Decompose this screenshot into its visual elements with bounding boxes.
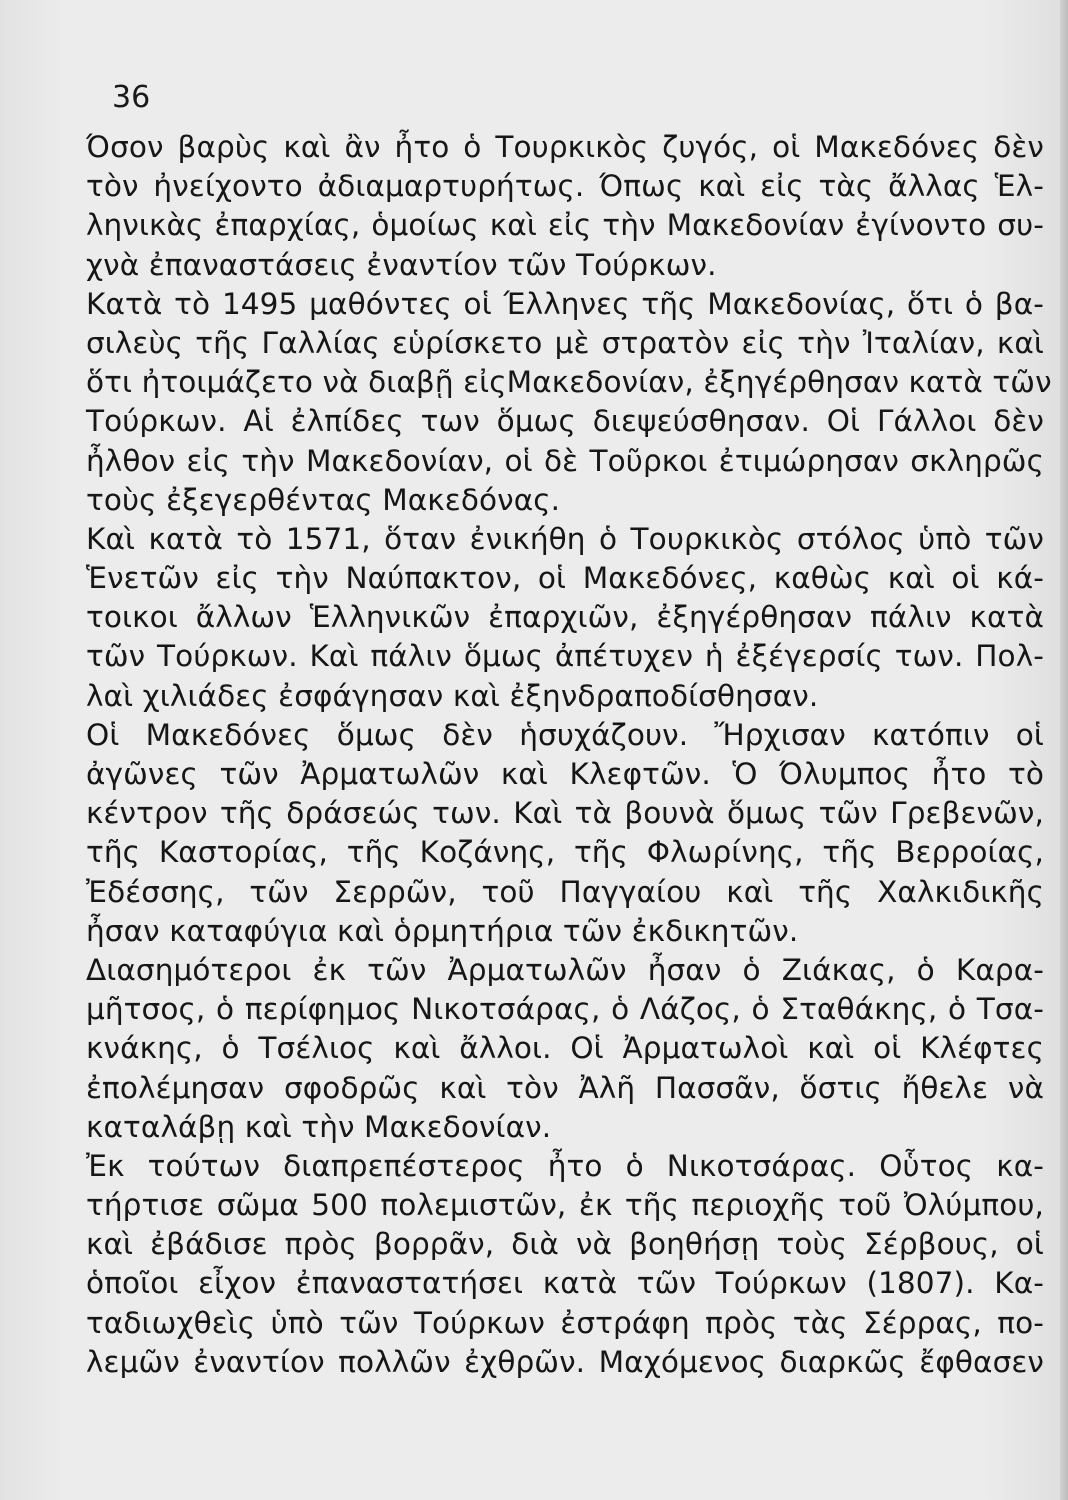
text-line: κέντρον τῆς δράσεώς των. Καὶ τὰ βουνὰ ὅμως τῶν Γρεβενῶν, — [86, 796, 1044, 831]
text-line: καταλάβῃ καὶ τὴν Μακεδονίαν. — [86, 1109, 552, 1144]
text-line: Όσον βαρὺς καὶ ἂν ἦτο ὁ Τουρκικὸς ζυγός, οἱ Μακεδόνες δὲν — [86, 130, 1044, 164]
page-edge-shadow — [1060, 0, 1068, 1500]
text-line: καὶ ἐβάδισε πρὸς βορρᾶν, διὰ νὰ βοηθήσῃ τοὺς Σέρβους, οἱ — [86, 1227, 1044, 1262]
text-line: ἀγῶνες τῶν Ἀρματωλῶν καὶ Κλεφτῶν. Ὁ Όλυμπος ἦτο τὸ — [86, 757, 1044, 791]
text-line: Τούρκων. Αἱ ἐλπίδες των ὅμως διεψεύσθησαν. Οἱ Γάλλοι δὲν — [86, 404, 1044, 439]
text-line: τήρτισε σῶμα 500 πολεμιστῶν, ἐκ τῆς περιοχῆς τοῦ Ὀλύμπου, — [86, 1188, 1044, 1223]
page-number: 36 — [112, 80, 151, 115]
text-line: Καὶ κατὰ τὸ 1571, ὅταν ἐνικήθη ὁ Τουρκικὸς στόλος ὑπὸ τῶν — [86, 521, 1044, 556]
text-line: ὅτι ἠτοιμάζετο νὰ διαβῇ εἰςΜακεδονίαν, ἐξηγέρθησαν κατὰ τῶν — [86, 365, 1052, 400]
text-line: κνάκης, ὁ Τσέλιος καὶ ἄλλοι. Οἱ Ἀρματωλοὶ καὶ οἱ Κλέφτες — [86, 1031, 1044, 1066]
text-line: Κατὰ τὸ 1495 μαθόντες οἱ Έλληνες τῆς Μακεδονίας, ὅτι ὁ βα- — [86, 286, 1044, 321]
text-line: λεμῶν ἐναντίον πολλῶν ἐχθρῶν. Μαχόμενος διαρκῶς ἔφθασεν — [86, 1344, 1044, 1379]
text-line: χνὰ ἐπαναστάσεις ἐναντίον τῶν Τούρκων. — [86, 247, 717, 282]
text-line: Διασημότεροι ἐκ τῶν Ἀρματωλῶν ἦσαν ὁ Ζιάκας, ὁ Καρα- — [86, 952, 1044, 987]
text-line: τὸν ἠνείχοντο ἀδιαμαρτυρήτως. Όπως καὶ εἰς τὰς ἄλλας Ἑλ- — [86, 169, 1044, 204]
text-line: Ἐδέσσης, τῶν Σερρῶν, τοῦ Παγγαίου καὶ τῆς Χαλκιδικῆς — [86, 874, 1044, 909]
text-line: τῶν Τούρκων. Καὶ πάλιν ὅμως ἀπέτυχεν ἡ ἐξέγερσίς των. Πολ- — [86, 639, 1044, 674]
text-line: μῆτσος, ὁ περίφημος Νικοτσάρας, ὁ Λάζος, ὁ Σταθάκης, ὁ Τσα- — [86, 992, 1044, 1027]
text-line: τοὺς ἐξεγερθέντας Μακεδόνας. — [86, 482, 561, 517]
text-line: ἦλθον εἰς τὴν Μακεδονίαν, οἱ δὲ Τοῦρκοι ἐτιμώρησαν σκληρῶς — [86, 443, 1044, 478]
text-line: τῆς Καστορίας, τῆς Κοζάνης, τῆς Φλωρίνης, τῆς Βερροίας, — [86, 835, 1044, 870]
text-line: σιλεὺς τῆς Γαλλίας εὑρίσκετο μὲ στρατὸν εἰς τὴν Ἰταλίαν, καὶ — [86, 325, 1044, 360]
text-line: Οἱ Μακεδόνες ὅμως δὲν ἡσυχάζουν. Ἤρχισαν κατόπιν οἱ — [86, 717, 1044, 752]
text-line: τοικοι ἄλλων Ἑλληνικῶν ἐπαρχιῶν, ἐξηγέρθησαν πάλιν κατὰ — [86, 600, 1044, 635]
text-line: Ἑνετῶν εἰς τὴν Ναύπακτον, οἱ Μακεδόνες, καθὼς καὶ οἱ κά- — [86, 561, 1044, 596]
text-line: Ἐκ τούτων διαπρεπέστερος ἦτο ὁ Νικοτσάρας. Οὗτος κα- — [86, 1148, 1044, 1183]
text-line: ἦσαν καταφύγια καὶ ὁρμητήρια τῶν ἐκδικητῶν. — [86, 913, 799, 948]
text-line: ὁποῖοι εἶχον ἐπαναστατήσει κατὰ τῶν Τούρκων (1807). Κα- — [86, 1266, 1044, 1301]
text-line: ταδιωχθεὶς ὑπὸ τῶν Τούρκων ἐστράφη πρὸς τὰς Σέρρας, πο- — [86, 1305, 1044, 1340]
text-line: ληνικὰς ἐπαρχίας, ὁμοίως καὶ εἰς τὴν Μακεδονίαν ἐγίνοντο συ- — [86, 208, 1044, 243]
text-line: ἐπολέμησαν σφοδρῶς καὶ τὸν Ἀλῆ Πασσᾶν, ὅστις ἤθελε νὰ — [86, 1070, 1044, 1105]
body-text — [86, 128, 1052, 1382]
text-line: λαὶ χιλιάδες ἐσφάγησαν καὶ ἐξηνδραποδίσθησαν. — [86, 678, 819, 713]
